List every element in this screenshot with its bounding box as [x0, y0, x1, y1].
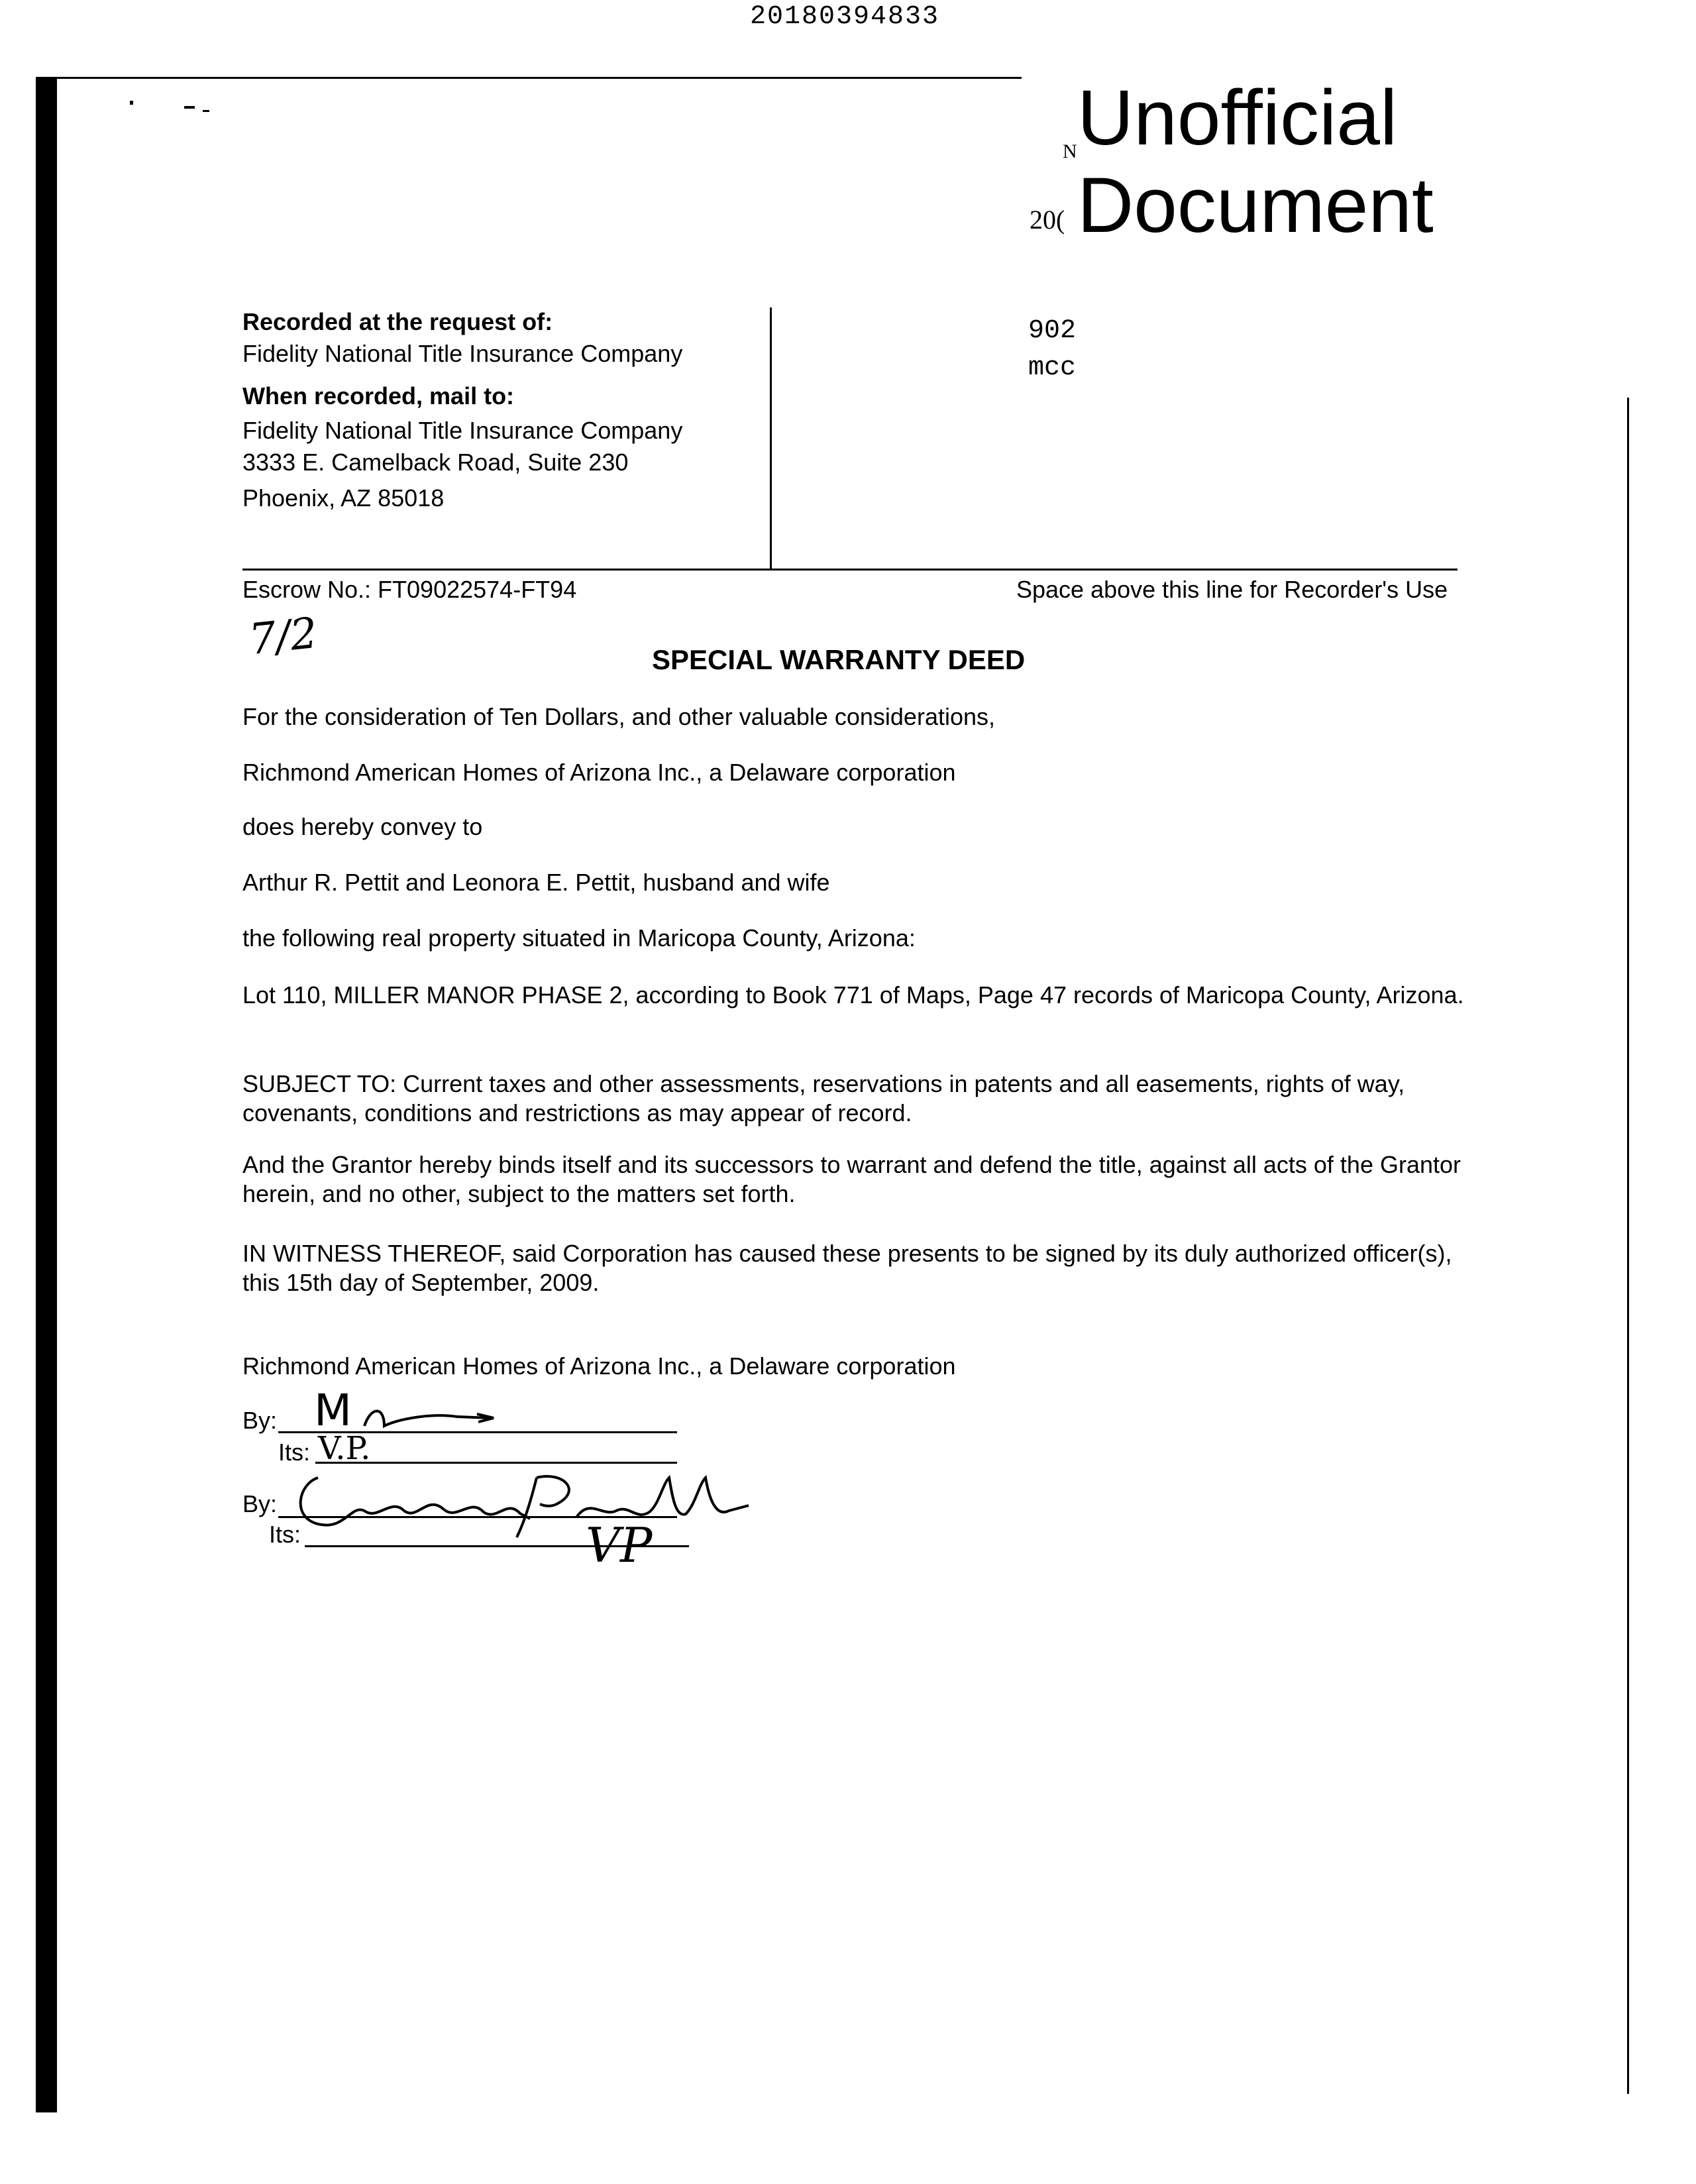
recorder-fragment-1: 902: [1028, 316, 1077, 346]
its-label-1: Its:: [278, 1439, 311, 1466]
top-rule: [36, 77, 1022, 79]
subject-to-clause: SUBJECT TO: Current taxes and other assessments, reservations in patents and all easements, rights of way, covenants, conditions and restrictions as may appear of record.: [242, 1070, 1405, 1126]
recorder-use-note: Space above this line for Recorder's Use: [1016, 576, 1448, 603]
legal-description: Lot 110, MILLER MANOR PHASE 2, according to Book 771 of Maps, Page 47 records of Maricopa County, Arizona.: [242, 981, 1464, 1009]
handwritten-note: 7/2: [246, 608, 320, 665]
recorder-fragment-2: mcc: [1028, 353, 1077, 383]
recording-box-divider: [770, 307, 772, 569]
recorder-space-rule: [242, 569, 1458, 571]
grantor-name: Richmond American Homes of Arizona Inc., a Delaware corporation: [242, 759, 956, 786]
handwritten-signature-initial: M: [314, 1385, 352, 1436]
handwritten-title-2: VP: [586, 1517, 653, 1573]
consideration-text: For the consideration of Ten Dollars, and other valuable considerations,: [242, 703, 996, 730]
signature-scribble-2: [292, 1458, 755, 1544]
witness-clause: IN WITNESS THEREOF, said Corporation has caused these presents to be signed by its duly authorized officer(s), this 15th day of September, 2009.: [242, 1240, 1452, 1296]
escrow-number: Escrow No.: FT09022574-FT94: [242, 576, 577, 603]
scan-speck: [184, 106, 195, 109]
document-number: 20180394833: [750, 2, 940, 32]
requested-by-name: Fidelity National Title Insurance Company: [242, 340, 683, 367]
mail-to-street: 3333 E. Camelback Road, Suite 230: [242, 449, 629, 476]
right-margin-rule: [1627, 398, 1629, 2094]
by-label-1: By:: [242, 1407, 278, 1434]
property-intro: the following real property situated in Maricopa County, Arizona:: [242, 924, 916, 952]
watermark-fragment-2: 20(: [1030, 205, 1065, 235]
by-label-2: By:: [242, 1490, 278, 1517]
mail-to-name: Fidelity National Title Insurance Company: [242, 417, 683, 444]
convey-text: does hereby convey to: [242, 813, 483, 840]
grantee-name: Arthur R. Pettit and Leonora E. Pettit, husband and wife: [242, 869, 830, 896]
scan-speck: [130, 101, 133, 105]
requested-by-label: Recorded at the request of:: [242, 308, 553, 335]
left-border-bar: [36, 78, 57, 2112]
warranty-clause: And the Grantor hereby binds itself and its successors to warrant and defend the title, against all acts of the Grantor herein, and no other, subject to the matters set forth.: [242, 1151, 1461, 1207]
mail-to-city: Phoenix, AZ 85018: [242, 484, 445, 512]
signature-scribble-1: [358, 1399, 510, 1439]
mail-to-label: When recorded, mail to:: [242, 382, 515, 410]
watermark-fragment-1: N: [1063, 140, 1077, 162]
watermark-line-2: Document: [1077, 162, 1434, 249]
handwritten-title-1: V.P.: [318, 1430, 371, 1467]
its-label-2: Its:: [269, 1521, 301, 1548]
watermark-line-1: Unofficial: [1077, 74, 1398, 162]
scan-speck: [203, 110, 209, 112]
signatory-company: Richmond American Homes of Arizona Inc., a Delaware corporation: [242, 1352, 956, 1380]
deed-title: SPECIAL WARRANTY DEED: [652, 644, 1026, 675]
